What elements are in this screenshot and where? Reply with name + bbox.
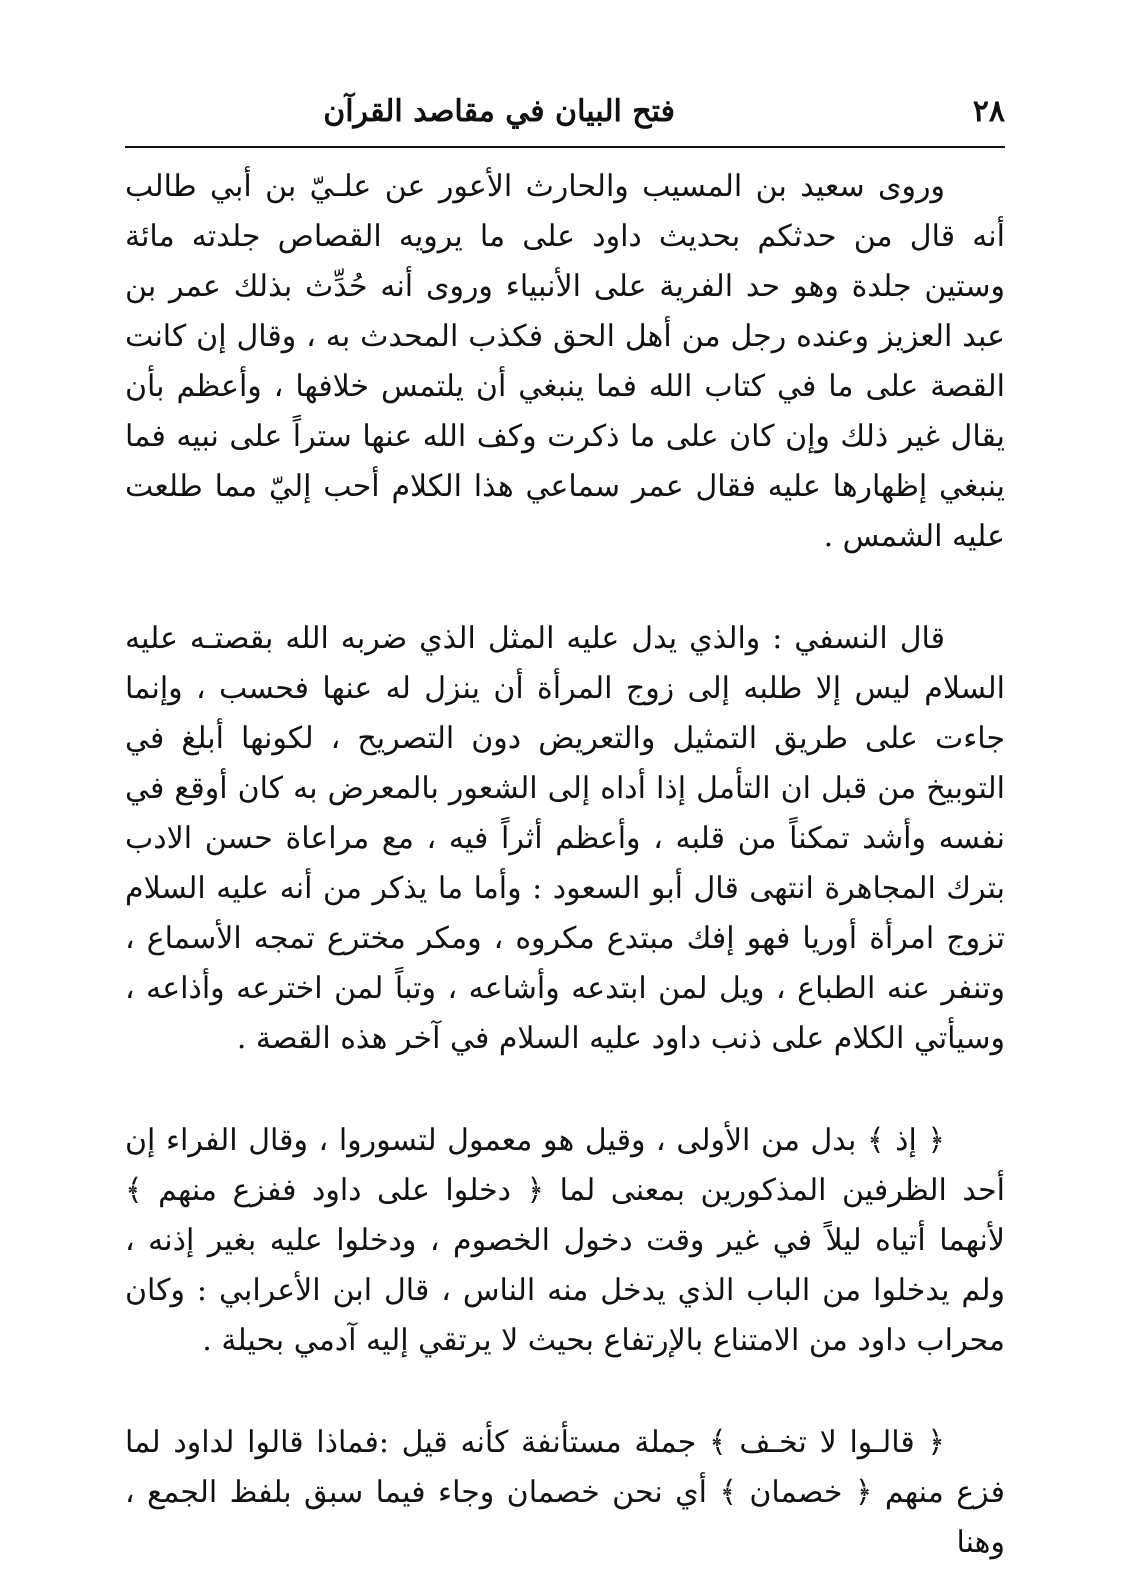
book-title: فتح البيان في مقاصد القرآن (323, 94, 675, 129)
paragraph-2: قال النسفي : والذي يدل عليه المثل الذي ضربه الله بقصتـه عليه السلام ليس إلا طلبه إلى زوج المرأة أن ينزل له عنها فحسب ، وإنما جاءت على طريق التمثيل والتعريض دون التصريح ، لكونها أبلغ في التوبيخ من قبل ان التأمل إذا أداه إلى الشعور بالمعرض به كان أوقع في نفسه وأشد تمكناً من قلبه ، وأعظم أثراً فيه ، مع مراعاة حسن الادب بترك المجاهرة انتهى قال أبو السعود : وأما ما يذكر من أنه عليه السلام تزوج امرأة أوريا فهو إفك مبتدع مكروه ، ومكر مخترع تمجه الأسماع ، وتنفر عنه الطباع ، ويل لمن ابتدعه وأشاعه ، وتباً لمن اخترعه وأذاعه ، وسيأتي الكلام على ذنب داود عليه السلام في آخر هذه القصة . (125, 621, 1005, 1056)
paragraph-3: ﴿ إذ ﴾ بدل من الأولى ، وقيل هو معمول لتسوروا ، وقال الفراء إن أحد الظرفين المذكورين بمعنى لما ﴿ دخلوا على داود ففزع منهم ﴾ لأنهما أتياه ليلاً في غير وقت دخول الخصوم ، ودخلوا عليه بغير إذنه ، ولم يدخلوا من الباب الذي يدخل منه الناس ، قال ابن الأعرابي : وكان محراب داود من الامتناع بالإرتفاع بحيث لا يرتقي إليه آدمي بحيلة . (125, 1123, 1005, 1358)
paragraph-4: ﴿ قالـوا لا تخـف ﴾ جملة مستأنفة كأنه قيل :فماذا قالوا لداود لما فزع منهم ﴿ خصمان ﴾ أي نحن خصمان وجاء فيما سبق بلفظ الجمع ، وهنا (125, 1425, 1005, 1560)
paragraph-1: وروى سعيد بن المسيب والحارث الأعور عن علـيّ بن أبي طالب أنه قال من حدثكم بحديث داود على ما يرويه القصاص جلدته مائة وستين جلدة وهو حد الفرية على الأنبياء وروى أنه حُدِّث بذلك عمر بن عبد العزيز وعنده رجل من أهل الحق فكذب المحدث به ، وقال إن كانت القصة على ما في كتاب الله فما ينبغي أن يلتمس خلافها ، وأعظم بأن يقال غير ذلك وإن كان على ما ذكرت وكف الله عنها ستراً على نبيه فما ينبغي إظهارها عليه فقال عمر سماعي هذا الكلام أحب إليّ مما طلعت عليه الشمس . (125, 169, 1005, 554)
body-text (125, 162, 1005, 1568)
page-number: ٢٨ (972, 94, 1005, 129)
header-divider (125, 146, 1005, 148)
running-header (125, 88, 1005, 138)
